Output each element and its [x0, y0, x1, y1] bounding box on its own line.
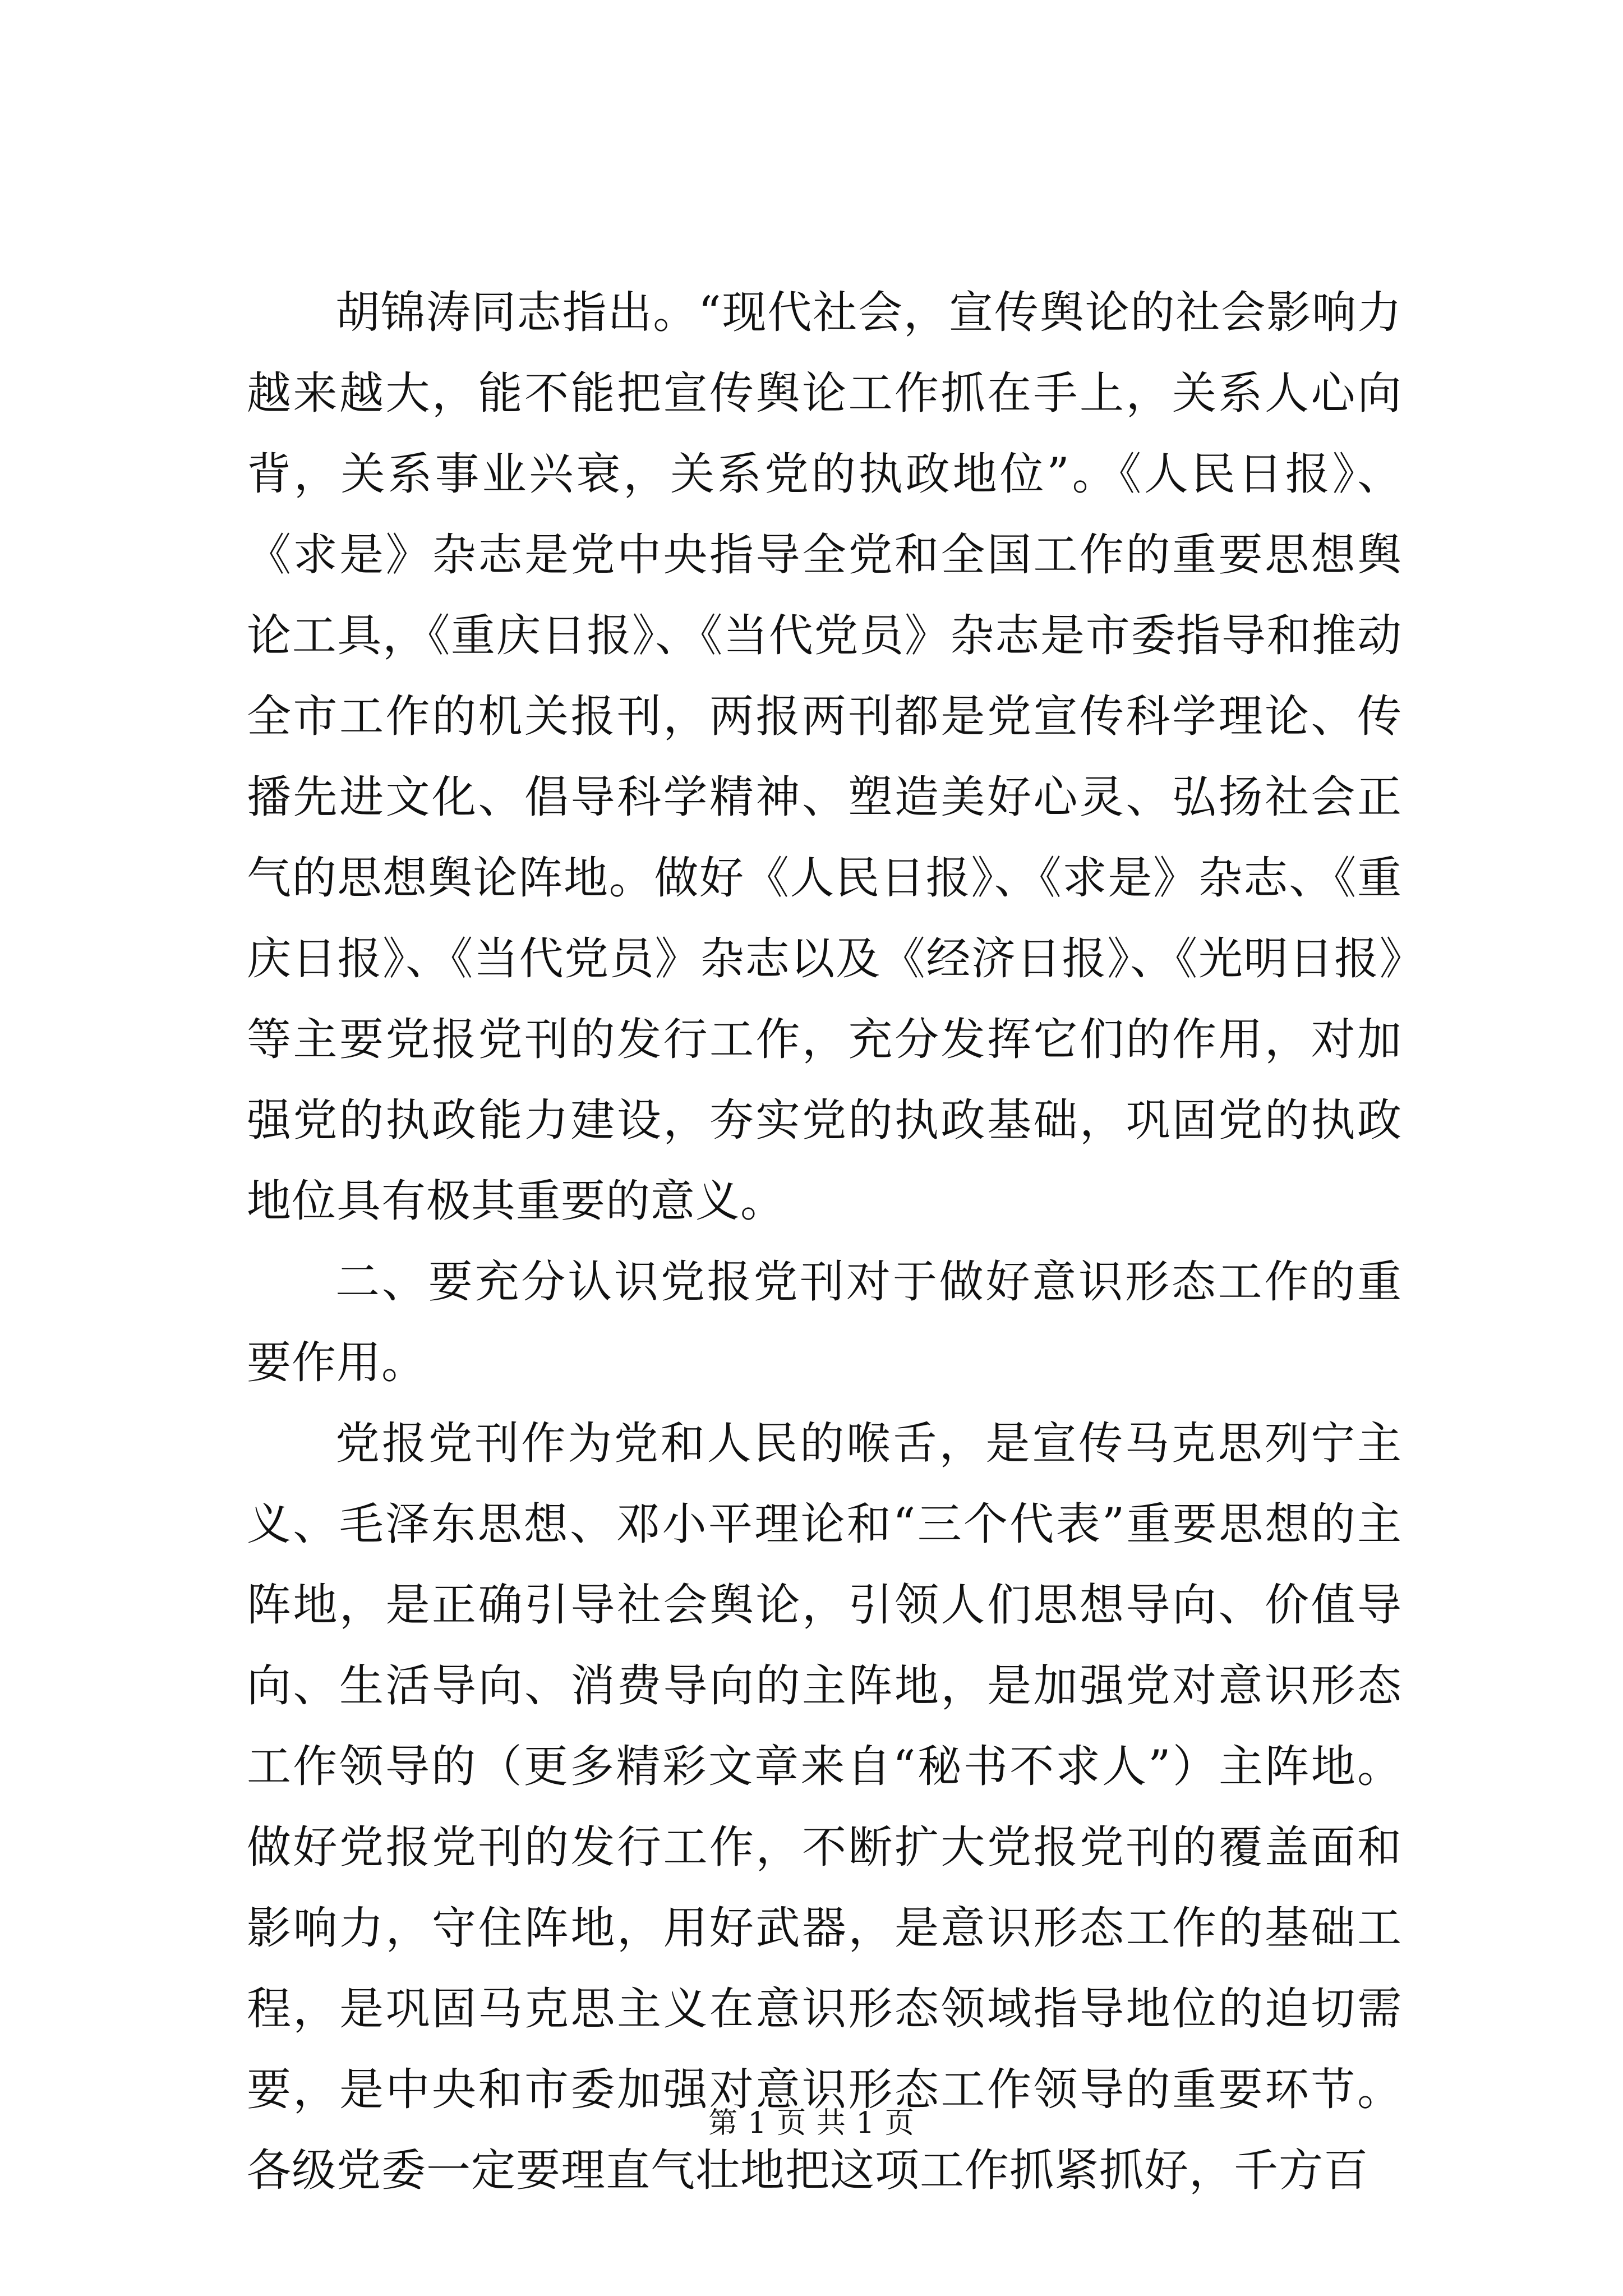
- paragraph-intro: 胡锦涛同志指出。“现代社会，宣传舆论的社会影响力越来越大，能不能把宣传舆论工作抓在手上，关系人心向背，关系事业兴衰，关系党的执政地位”。《人民日报》、《求是》杂志是党中央指导全党和全国工作的重要思想舆论工具，《重庆日报》、《当代党员》杂志是市委指导和推动全市工作的机关报刊，两报两刊都是党宣传科学理论、传播先进文化、倡导科学精神、塑造美好心灵、弘扬社会正气的思想舆论阵地。做好《人民日报》、《求是》杂志、《重庆日报》、《当代党员》杂志以及《经济日报》、《光明日报》等主要党报党刊的发行工作，充分发挥它们的作用，对加强党的执政能力建设，夯实党的执政基础，巩固党的执政地位具有极其重要的意义。: [247, 287, 1402, 1227]
- paragraph-body: 党报党刊作为党和人民的喉舌，是宣传马克思列宁主义、毛泽东思想、邓小平理论和“三个代表”重要思想的主阵地，是正确引导社会舆论，引领人们思想导向、价值导向、生活导向、消费导向的主阵地，是加强党对意识形态工作领导的（更多精彩文章来自“秘书不求人”）主阵地。做好党报党刊的发行工作，不断扩大党报党刊的覆盖面和影响力，守住阵地，用好武器，是意识形态工作的基础工程，是巩固马克思主义在意识形态领域指导地位的迫切需要，是中央和市委加强对意识形态工作领导的重要环节。各级党委一定要理直气壮地把这项工作抓紧抓好，千方百: [247, 1418, 1402, 2196]
- document-body: [247, 272, 1402, 2211]
- page-number-label: 第 1 页 共 1 页: [708, 2106, 915, 2140]
- page-footer: [0, 2106, 1623, 2140]
- section-heading: 二、要充分认识党报党刊对于做好意识形态工作的重要作用。: [247, 1256, 1402, 1388]
